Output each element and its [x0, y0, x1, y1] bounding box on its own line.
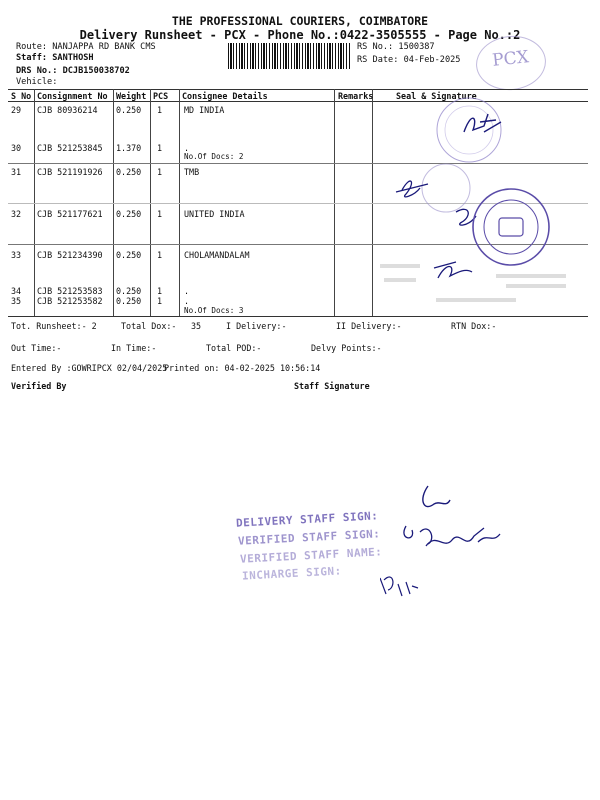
table-row-sno: 33: [11, 250, 22, 260]
col-header-pcs: PCS: [153, 91, 169, 101]
rs-number: RS No.: 1500387: [357, 42, 435, 52]
table-row-weight: 0.250: [116, 250, 142, 260]
table-row-consignment: CJB 521253845: [37, 143, 103, 153]
table-row-consignment: CJB 521253583: [37, 286, 103, 296]
table-row-docs-note: No.Of Docs: 3: [184, 306, 244, 315]
table-row-pcs: 1: [157, 286, 163, 296]
printed-on: Printed on: 04-02-2025 10:56:14: [164, 363, 321, 373]
table-row-pcs: 1: [157, 209, 163, 219]
entered-by: Entered By :GOWRIPCX 02/04/2025: [11, 363, 168, 373]
table-top-border: [8, 89, 588, 90]
table-row-consignee: TMB: [184, 167, 200, 177]
table-row-sno: 35: [11, 296, 22, 306]
signature-row29: [464, 114, 501, 132]
in-time: In Time:-: [111, 343, 157, 353]
company-seal-inner: [445, 106, 493, 154]
table-row-sno: 29: [11, 105, 22, 115]
col-header-consignee: Consignee Details: [182, 91, 268, 101]
drs-label: DRS No.: DCJB150038702: [16, 66, 130, 76]
verified-by: Verified By: [11, 381, 67, 391]
staff-signature-label: Staff Signature: [294, 381, 370, 391]
total-runsheet: Tot. Runsheet:- 2: [11, 321, 97, 331]
seals-and-signatures: [376, 92, 591, 314]
table-row-consignee: UNITED INDIA: [184, 209, 245, 219]
table-row-pcs: 1: [157, 105, 163, 115]
staff-label: Staff: SANTHOSH: [16, 53, 94, 63]
delivery-staff-signature: [423, 486, 450, 507]
table-row-sno: 34: [11, 286, 22, 296]
table-row-consignment: CJB 521234390: [37, 250, 103, 260]
table-row-pcs: 1: [157, 167, 163, 177]
table-row-sno: 30: [11, 143, 22, 153]
verified-staff-signature: [426, 528, 500, 546]
out-time: Out Time:-: [11, 343, 62, 353]
verified-name-stamp: VERIFIED STAFF NAME:: [239, 545, 383, 566]
route-label: Route: NANJAPPA RD BANK CMS: [16, 42, 156, 52]
barcode: [228, 43, 350, 69]
table-row-consignment: CJB 521177621: [37, 209, 103, 219]
total-dox-value: 35: [191, 321, 202, 331]
faded-seal-text: [380, 264, 566, 302]
table-bottom-border: [8, 316, 588, 317]
table-row-sno: 32: [11, 209, 22, 219]
col-header-weight: Weight: [116, 91, 147, 101]
table-row-consignee: MD INDIA: [184, 105, 225, 115]
total-pod: Total POD:-: [206, 343, 262, 353]
company-seal: [437, 98, 501, 162]
bank-seal: [422, 164, 470, 212]
table-row-consignee: .: [184, 296, 190, 306]
signature-row33: [434, 262, 472, 278]
table-row-sno: 31: [11, 167, 22, 177]
insurance-seal-inner: [484, 200, 538, 254]
delivery-staff-stamp: DELIVERY STAFF SIGN:: [235, 509, 379, 530]
delvy-points: Delvy Points:-: [311, 343, 382, 353]
table-row-weight: 0.250: [116, 286, 142, 296]
vehicle-label: Vehicle:: [16, 77, 58, 87]
table-row-pcs: 1: [157, 250, 163, 260]
i-delivery: I Delivery:-: [226, 321, 287, 331]
col-header-seal: Seal & Signature: [396, 91, 477, 101]
table-row-consignee: .: [184, 286, 190, 296]
company-title: THE PROFESSIONAL COURIERS, COIMBATORE: [171, 14, 429, 28]
col-header-remarks: Remarks: [338, 91, 374, 101]
rs-date: RS Date: 04-Feb-2025: [357, 55, 461, 65]
pcx-stamp: PCX: [473, 32, 548, 93]
verified-staff-stamp: VERIFIED STAFF SIGN:: [237, 527, 381, 548]
table-row-weight: 0.250: [116, 296, 142, 306]
table-row-consignee: .: [184, 143, 190, 153]
table-row-consignee: CHOLAMANDALAM: [184, 250, 250, 260]
insurance-seal-emblem: [499, 218, 523, 236]
table-row-consignment: CJB 521191926: [37, 167, 103, 177]
table-row-consignment: CJB 521253582: [37, 296, 103, 306]
staff-handwritten-signatures: [380, 470, 530, 610]
table-row-consignment: CJB 80936214: [37, 105, 98, 115]
incharge-stamp: INCHARGE SIGN:: [241, 564, 342, 583]
table-row-pcs: 1: [157, 143, 163, 153]
incharge-signature: [380, 577, 418, 596]
table-row-weight: 0.250: [116, 105, 142, 115]
table-row-pcs: 1: [157, 296, 163, 306]
table-row-weight: 0.250: [116, 209, 142, 219]
col-header-consignment: Consignment No: [37, 91, 108, 101]
total-dox-label: Total Dox:-: [121, 321, 177, 331]
table-row-docs-note: No.Of Docs: 2: [184, 152, 244, 161]
col-header-sno: S No: [11, 91, 32, 101]
table-row-weight: 0.250: [116, 167, 142, 177]
rtn-dox: RTN Dox:-: [451, 321, 497, 331]
runsheet-subtitle: Delivery Runsheet - PCX - Phone No.:0422-3505555 - Page No.:2: [79, 28, 521, 42]
verified-signature-initials: [404, 526, 432, 544]
ii-delivery: II Delivery:-: [336, 321, 402, 331]
table-row-weight: 1.370: [116, 143, 142, 153]
